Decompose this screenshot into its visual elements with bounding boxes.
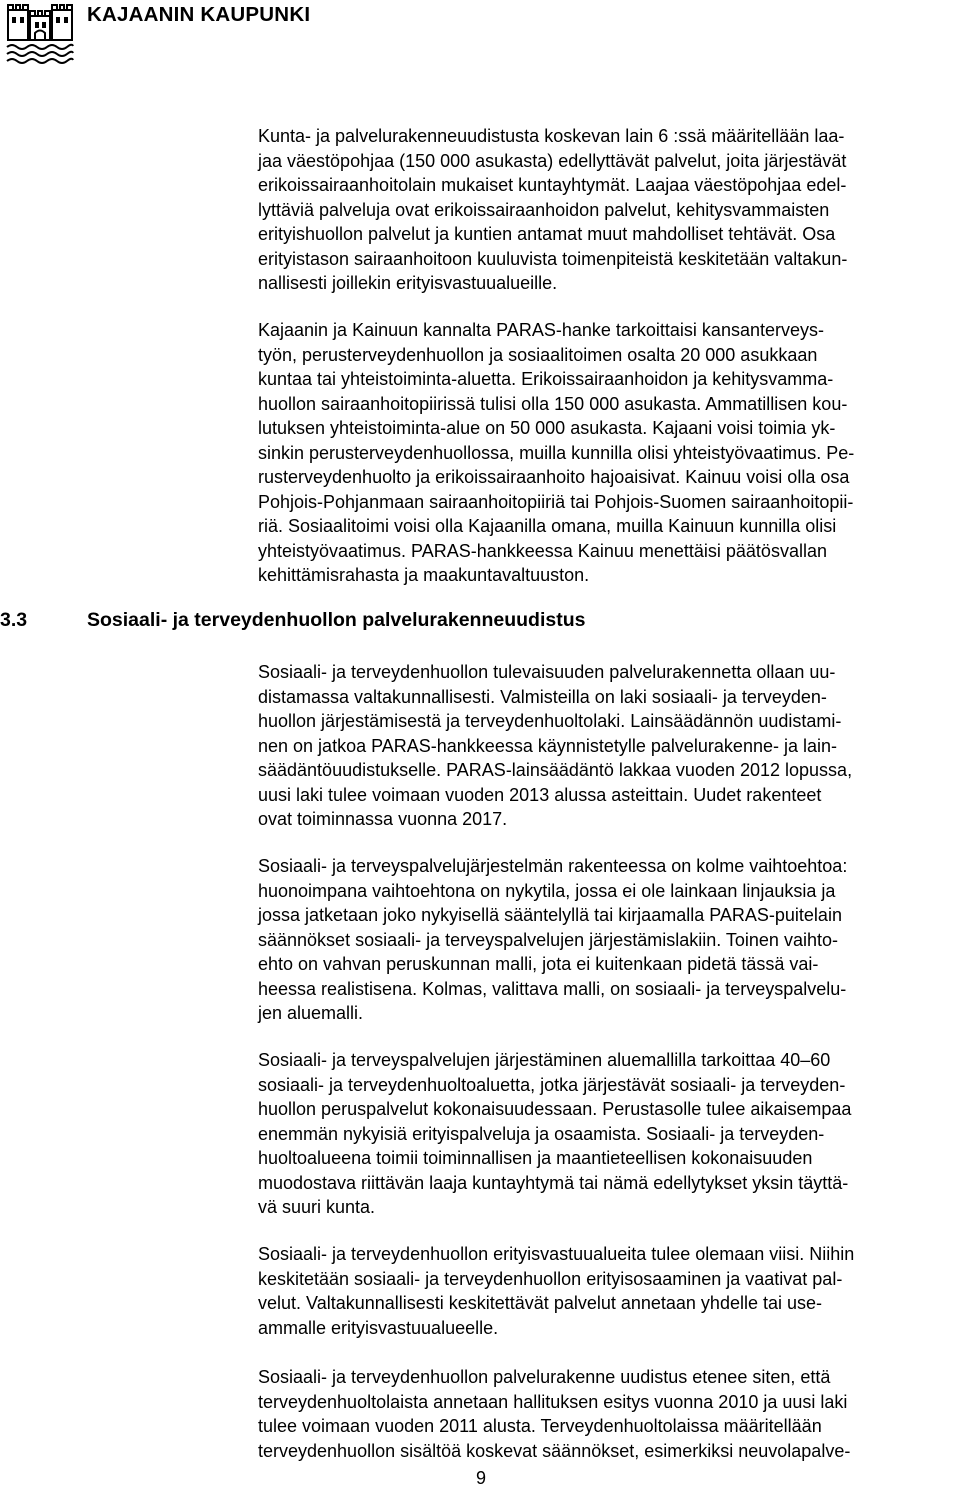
- text-line: rusterveydenhuolto ja erikoissairaanhoito hajoaisivat. Kainuu voisi olla osa: [258, 467, 850, 487]
- text-line: huollon sairaanhoitopiirissä tulisi olla 150 000 asukasta. Ammatillisen kou-: [258, 393, 848, 414]
- text-line: jaa väestöpohjaa (150 000 asukasta) edellyttävät palvelut, joita järjestävät: [258, 150, 847, 171]
- text-line: Sosiaali- ja terveydenhuollon tulevaisuuden palvelurakennetta ollaan uu-: [258, 662, 836, 682]
- kajaani-coat-of-arms-icon: [5, 2, 75, 66]
- text-line: velut. Valtakunnallisesti keskitettävät palvelut annetaan yhdelle tai use-: [258, 1293, 823, 1313]
- text-line: Sosiaali- ja terveydenhuollon erityisvastuualueita tulee olemaan viisi. Niihin: [258, 1244, 855, 1264]
- text-line: Kunta- ja palvelurakenneuudistusta koskevan lain 6 :ssä määritellään laa-: [258, 126, 845, 146]
- body-paragraph: [258, 854, 958, 1026]
- text-line: heessa realistisena. Kolmas, valittava malli, on sosiaali- ja terveyspalvelu-: [258, 978, 847, 999]
- body-paragraph: [258, 660, 958, 832]
- text-line: distamassa valtakunnallisesti. Valmisteilla on laki sosiaali- ja terveyden-: [258, 686, 827, 707]
- text-line: Sosiaali- ja terveydenhuollon palvelurakenne uudistus etenee siten, että: [258, 1367, 831, 1387]
- text-line: Kajaanin ja Kainuun kannalta PARAS-hanke tarkoittaisi kansanterveys-: [258, 320, 824, 340]
- page-number: 9: [476, 1468, 487, 1488]
- organization-name: KAJAANIN KAUPUNKI: [87, 3, 311, 26]
- text-line: terveydenhuollon sisältöä koskevat säännökset, esimerkiksi neuvolapalve-: [258, 1440, 851, 1461]
- text-line: Sosiaali- ja terveyspalvelujen järjestäminen aluemallilla tarkoittaa 40–60: [258, 1050, 831, 1070]
- text-line: huollon järjestämisestä ja terveydenhuoltolaki. Lainsäädännön uudistami-: [258, 711, 842, 731]
- text-line: uusi laki tulee voimaan vuoden 2013 alussa asteittain. Uudet rakenteet: [258, 784, 822, 805]
- body-paragraph: [258, 318, 958, 588]
- text-line: lutuksen yhteistoiminta-alue on 50 000 asukasta. Kajaani voisi toimia yk-: [258, 418, 836, 438]
- text-line: muodostava riittävän laaja kuntayhtymä tai nämä edellytykset yksin täyttä-: [258, 1172, 849, 1193]
- text-line: tulee voimaan vuoden 2011 alusta. Terveydenhuoltolaissa määritellään: [258, 1416, 822, 1436]
- body-paragraph: [258, 1048, 958, 1220]
- text-line: huoltoalueena toimii toiminnallisen ja maantieteellisen kokonaisuuden: [258, 1148, 813, 1168]
- text-line: sosiaali- ja terveydenhuoltoaluetta, jotka järjestävät sosiaali- ja terveyden-: [258, 1074, 846, 1095]
- text-line: jossa jatketaan joko nykyisellä sääntelyllä tai kirjaamalla PARAS-puitelain: [258, 905, 842, 925]
- text-line: erikoissairaanhoitolain mukaiset kuntayhtymät. Laajaa väestöpohjaa edel-: [258, 175, 847, 195]
- text-line: ehto on vahvan peruskunnan malli, jota ei kuitenkaan pidetä tässä vai-: [258, 954, 819, 974]
- text-line: keskitetään sosiaali- ja terveydenhuollon erityisosaaminen ja vaativat pal-: [258, 1268, 843, 1289]
- text-line: yhteistyövaatimus. PARAS-hankkeessa Kainuu menettäisi päätösvallan: [258, 540, 827, 561]
- text-line: riä. Sosiaalitoimi voisi olla Kajaanilla omana, muilla Kainuun kunnilla olisi: [258, 516, 837, 536]
- text-line: Pohjois-Pohjanmaan sairaanhoitopiiriä tai Pohjois-Suomen sairaanhoitopii-: [258, 491, 854, 512]
- page-header: [0, 0, 960, 70]
- text-line: työn, perusterveydenhuollon ja sosiaalitoimen osalta 20 000 asukkaan: [258, 344, 818, 365]
- text-line: sinkin perusterveydenhuollossa, muilla kunnilla olisi yhteistyövaatimus. Pe-: [258, 442, 855, 463]
- text-line: huollon peruspalvelut kokonaisuudessaan. Perustasolle tulee aikaisempaa: [258, 1099, 852, 1119]
- body-paragraph: [258, 1242, 958, 1340]
- section-title: Sosiaali- ja terveydenhuollon palvelurakenneuudistus: [87, 609, 586, 631]
- text-line: säännökset sosiaali- ja terveyspalvelujen järjestämislakiin. Toinen vaihto-: [258, 929, 838, 950]
- text-line: säädäntöuudistukselle. PARAS-lainsäädäntö lakkaa vuoden 2012 lopussa,: [258, 760, 853, 780]
- text-line: kuntaa tai yhteistoiminta-aluetta. Erikoissairaanhoidon ja kehitysvamma-: [258, 369, 834, 389]
- text-line: nen on jatkoa PARAS-hankkeessa käynnistetylle palvelurakenne- ja lain-: [258, 735, 837, 756]
- section-number: 3.3: [0, 609, 28, 631]
- text-line: ammalle erityisvastuualueelle.: [258, 1317, 499, 1338]
- text-line: terveydenhuoltolaista annetaan hallituksen esitys vuonna 2010 ja uusi laki: [258, 1391, 848, 1412]
- text-line: jen aluemalli.: [258, 1003, 364, 1023]
- text-line: Sosiaali- ja terveyspalvelujärjestelmän rakenteessa on kolme vaihtoehtoa:: [258, 856, 848, 876]
- text-line: kehittämisrahasta ja maakuntavaltuuston.: [258, 565, 590, 585]
- text-line: vä suuri kunta.: [258, 1197, 376, 1217]
- text-line: ovat toiminnassa vuonna 2017.: [258, 809, 508, 829]
- text-line: lyttäviä palveluja ovat erikoissairaanhoidon palvelut, kehitysvammaisten: [258, 199, 830, 220]
- text-line: erityistason sairaanhoitoon kuuluvista toimenpiteistä keskitetään valtakun-: [258, 248, 848, 269]
- text-line: enemmän nykyisiä erityispalveluja ja osaamista. Sosiaali- ja terveyden-: [258, 1123, 825, 1144]
- text-line: huonoimpana vaihtoehtona on nykytila, jossa ei ole lainkaan linjauksia ja: [258, 880, 836, 901]
- text-line: nallisesti joillekin erityisvastuualueille.: [258, 273, 558, 293]
- text-line: erityishuollon palvelut ja kuntien antamat muut mahdolliset tehtävät. Osa: [258, 224, 836, 244]
- body-paragraph: [258, 1365, 958, 1463]
- section-heading: [0, 609, 960, 637]
- body-paragraph: [258, 124, 958, 296]
